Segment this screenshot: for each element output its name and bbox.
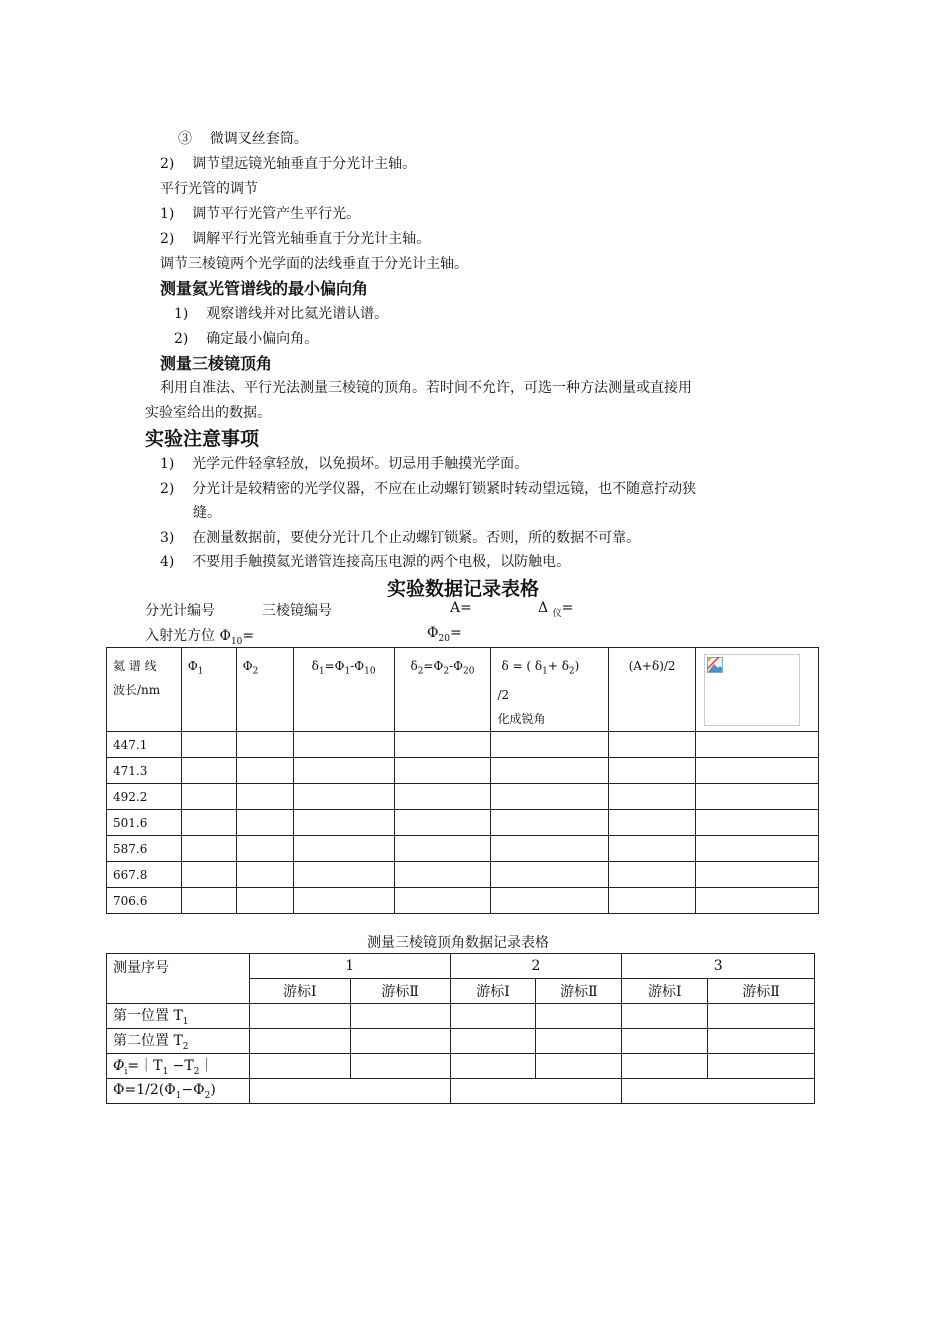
prism-no-label: 三棱镜编号 (262, 603, 332, 619)
instrument-error-label: Δ $_仪$= (538, 600, 574, 619)
group-1: 1 (249, 954, 450, 979)
vernier-1: 游标Ⅰ (622, 979, 708, 1004)
table-row: 447.1 (107, 732, 819, 758)
table-row (107, 954, 815, 979)
step-telescope-axis: 2) 调节望远镜光轴垂直于分光计主轴。 (160, 156, 417, 172)
header-phi2: $\Phi_2$ (236, 648, 293, 732)
deviation-data-table (106, 647, 819, 914)
table-row: 501.6 (107, 810, 819, 836)
spectrometer-no-label: 分光计编号 (145, 603, 215, 619)
table-row: 667.8 (107, 862, 819, 888)
apex-table-caption: 测量三棱镜顶角数据记录表格 (367, 935, 549, 951)
min-dev-item-2: 2) 确定最小偏向角。 (174, 331, 319, 347)
row-phi-result: $\Phi=1/2(\Phi_1-\Phi_2)$ (107, 1079, 250, 1104)
table-row: 492.2 (107, 784, 819, 810)
vernier-2: 游标Ⅱ (708, 979, 815, 1004)
vernier-2: 游标Ⅱ (350, 979, 450, 1004)
table-row (107, 1004, 815, 1029)
row-position-1: 第一位置 $T_1$ (107, 1004, 250, 1029)
table-row (107, 1054, 815, 1079)
note-2: 2) 分光计是较精密的光学仪器，不应在止动螺钉锁紧时转动望远镜，也不随意拧动狭 (160, 481, 697, 497)
step-collimator-axis: 2) 调解平行光管光轴垂直于分光计主轴。 (160, 231, 431, 247)
vernier-1: 游标Ⅰ (450, 979, 536, 1004)
apex-a-label: A= (450, 600, 472, 616)
min-deviation-heading: 测量氦光管谱线的最小偏向角 (160, 279, 369, 298)
prism-adjust-line: 调节三棱镜两个光学面的法线垂直于分光计主轴。 (160, 256, 468, 272)
step-collimator-parallel: 1) 调节平行光管产生平行光。 (160, 206, 361, 222)
collimator-heading: 平行光管的调节 (160, 181, 258, 197)
data-table-title: 实验数据记录表格 (387, 578, 540, 600)
header-image-cell (696, 648, 819, 732)
apex-para-line2: 实验室给出的数据。 (145, 405, 271, 421)
apex-angle-heading: 测量三棱镜顶角 (160, 354, 273, 373)
table-row: 471.3 (107, 758, 819, 784)
header-delta2: $\delta_2=\Phi_2-\Phi_{20}$ (394, 648, 491, 732)
phi20-label: $\Phi_{20}=$ (427, 625, 462, 644)
table-row: 706.6 (107, 888, 819, 914)
table-row (107, 1029, 815, 1054)
group-3: 3 (622, 954, 815, 979)
step-3: ③ 微调叉丝套筒。 (178, 131, 308, 147)
table-header-row (107, 648, 819, 732)
min-dev-item-1: 1) 观察谱线并对比氦光谱认谱。 (174, 306, 389, 322)
row-position-2: 第二位置 $T_2$ (107, 1029, 250, 1054)
header-wavelength: 氦 谱 线 波长/nm (107, 648, 182, 732)
apex-angle-table (106, 953, 815, 1104)
note-4: 4) 不要用手触摸氦光谱管连接高压电源的两个电极，以防触电。 (160, 554, 571, 570)
broken-image (704, 654, 800, 726)
note-2-cont: 缝。 (193, 505, 221, 521)
vernier-2: 游标Ⅱ (536, 979, 622, 1004)
incident-direction-label: 入射光方位 $\Phi_{10}=$ (145, 628, 255, 647)
header-seq: 测量序号 (107, 954, 250, 1004)
notes-heading: 实验注意事项 (145, 428, 260, 450)
header-delta1: $\delta_1=\Phi_1-\Phi_{10}$ (293, 648, 394, 732)
row-phi-i: $\Phi_i=|T_1$ $-T_2|$ (107, 1054, 250, 1079)
header-delta-avg: δ = ( $\delta_1+ \delta_2$) /2 化成锐角 (491, 648, 609, 732)
header-a-plus-delta: (A+δ)/2 (609, 648, 696, 732)
note-1: 1) 光学元件轻拿轻放，以免损坏。切忌用手触摸光学面。 (160, 456, 529, 472)
vernier-1: 游标Ⅰ (249, 979, 350, 1004)
note-3: 3) 在测量数据前，要使分光计几个止动螺钉锁紧。否则，所的数据不可靠。 (160, 530, 641, 546)
header-phi1: $\Phi_1$ (181, 648, 236, 732)
broken-image-icon (707, 657, 723, 673)
table-row: 587.6 (107, 836, 819, 862)
apex-para-line1: 利用自准法、平行光法测量三棱镜的顶角。若时间不允许，可选一种方法测量或直接用 (160, 380, 692, 396)
group-2: 2 (450, 954, 622, 979)
table-row (107, 1079, 815, 1104)
